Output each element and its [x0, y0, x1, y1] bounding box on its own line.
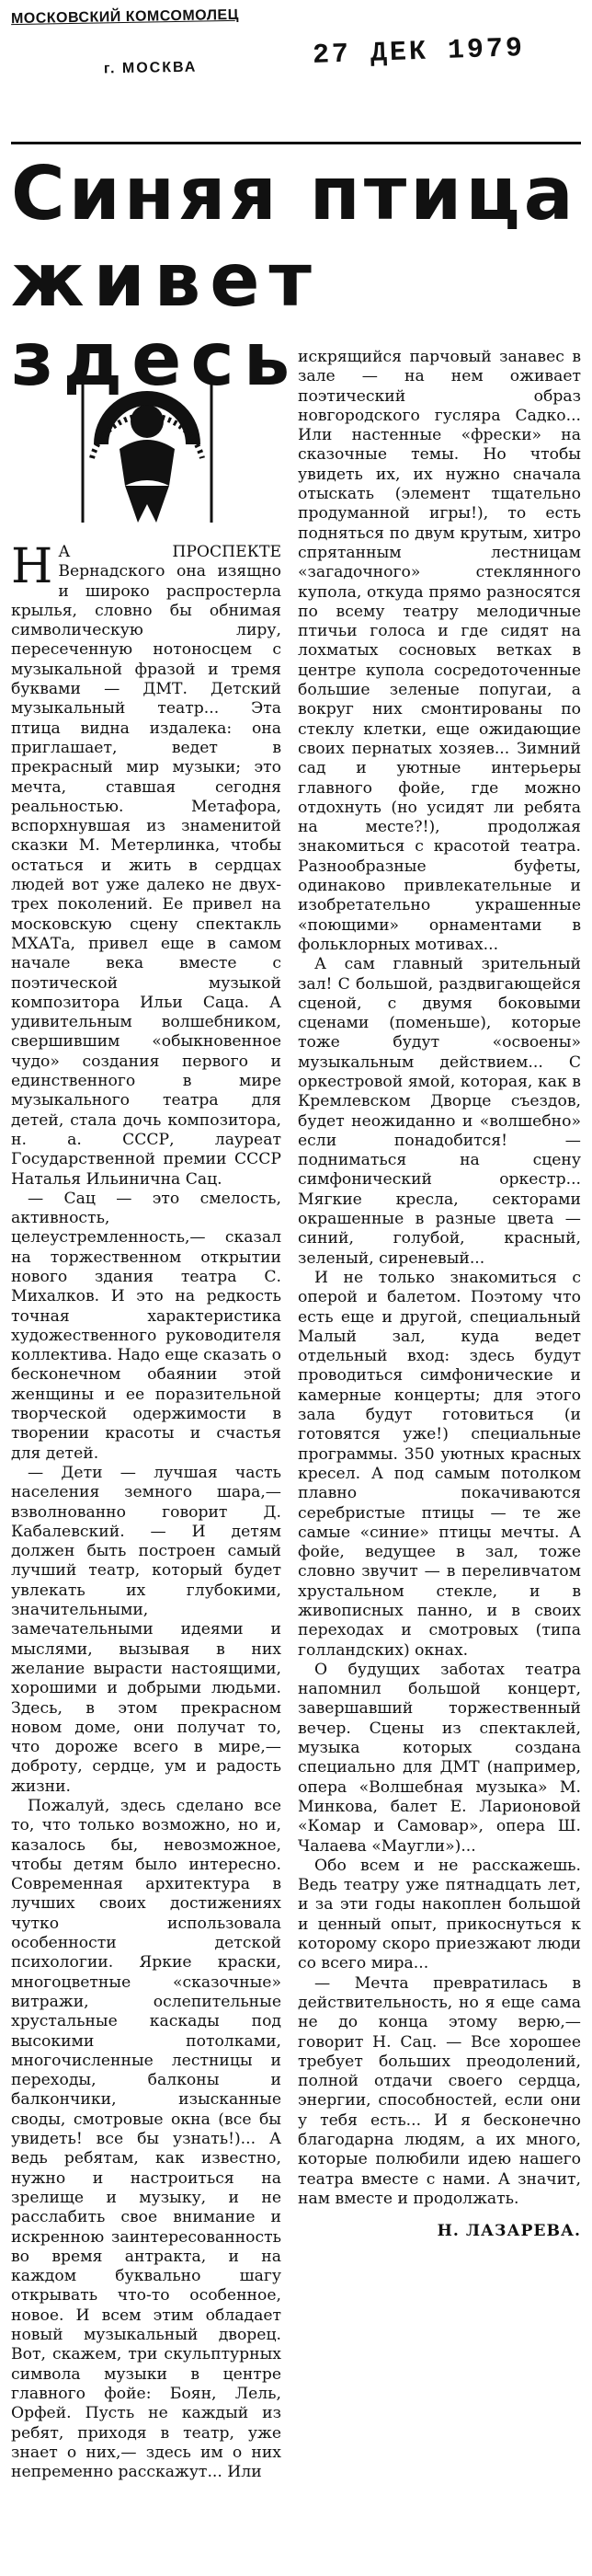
iyc-1979-child-emblem-icon — [74, 357, 221, 536]
author-signature: Н. ЛАЗАРЕВА. — [437, 2222, 581, 2241]
newspaper-name: МОСКОВСКИЙ КОМСОМОЛЕЦ — [10, 6, 239, 28]
headline-line-2: живет здесь — [11, 237, 321, 402]
date-stamp: 27 ДЕК 1979 — [312, 32, 526, 73]
paragraph: искрящийся парчовый занавес в зале — на нем оживает поэтический образ новгородского гусляра Садко... Или настенные «фрески» на сказочные темы. Но чтобы увидеть их, их нужно сначала отыскать (элемент тщательно продуманной игры!), то есть подняться по двум крутым, хитро спрятанным лестницам «загадочного» стеклянного купола, откуда прямо разносятся по всему театру мелодичные птичьи голоса и где сидят на лохматых сосновых ветках в центре купола сосредоточенные большие зеленые попугаи, а вокруг них смонтированы по стеклу клетки, еще ожидающие своих пернатых хозяев... Зимний сад и уютные интерьеры главного фойе, где можно отдохнуть (но усидят ли ребята на месте?!), продолжая знакомиться с красотой театра. Разнообразные буфеты, одинаково привлекательные и изобретательно украшенные «поющими» орнаментами в фольклорных мотивах... — [298, 348, 581, 954]
top-rule — [11, 142, 581, 144]
paragraph: — Сац — это смелость, активность, целеустремленность,— сказал на торжественном открытии нового здания театра С. Михалков. И это на редкость точная характеристика художественного руководителя коллектива. Надо еще сказать о бесконечном обаянии этой женщины и ее поразительной творческой одержимости в творении красоты и счастья для детей. — [11, 1189, 281, 1463]
article-column-2 — [298, 348, 581, 2242]
article-column-1 — [11, 539, 281, 2482]
paragraph: Пожалуй, здесь сделано все то, что только возможно, но и, казалось бы, невозможное, чтобы детям было интересно. Современная архитектура в лучших своих достижениях чутко использовала особенности детской психологии. Яркие краски, многоцветные «сказочные» витражи, ослепительные хрустальные каскады под высокими потолками, многочисленные лестницы и переходы, балконы и балкончики, изысканные своды, смотровые окна (все бы увидеть! все бы узнать!)... А ведь ребятам, как известно, нужно и настроиться на зрелище и музыку, и не расслабить свое внимание и искренною заинтересованность во время антракта, и на каждом буквально шагу открывать что-то особенное, новое. И всем этим обладает новый музыкальный дворец. Вот, скажем, три скульптурных символа музыки в центре главного фойе: Боян, Лель, Орфей. Пусть не каждый из ребят, приходя в театр, уже знает о них,— здесь им о них непременно расскажут... Или — [11, 1797, 281, 2482]
paragraph: Обо всем и не расскажешь. Ведь театру уже пятнадцать лет, и за эти годы накоплен большой и ценный опыт, прикоснуться к которому скоро приезжают люди со всего мира... — [298, 1856, 581, 1973]
paragraph: — Мечта превратилась в действительность, но я еще сама не до конца этому верю,— говорит Н. Сац. — Все хорошее требует больших преодолений, полной отдачи своего сердца, энергии, способностей, если они у тебя есть... И я бесконечно благодарна людям, а их много, которые полюбили идею нашего театра вместе с нами. А значит, нам вместе и продолжать. — [298, 1973, 581, 2208]
paragraph: А сам главный зрительный зал! С большой, раздвигающейся сценой, с двумя боковыми сценами (поменьше), которые тоже будут «освоены» музыкальным действием... С оркестровой ямой, которая, как в Кремлевском Дворце съездов, будет неожиданно и «волшебно» если понадобится! — подниматься на сцену симфонический оркестр... Мягкие кресла, секторами окрашенные в разные цвета — синий, голубой, красный, зеленый, сиреневый... — [298, 955, 581, 1268]
lead-paragraph: Н А ПРОСПЕКТЕ Вернадского она изящно и широко распростерла крылья, словно бы обнимая символическую лиру, пересеченную нотоносцем с музыкальной фразой и тремя буквами — ДМТ. Детский музыкальный театр... Эта птица видна издалека: она приглашает, ведет в прекрасный мир музыки; это мечта, ставшая сегодня реальностью. Метафора, вспорхнувшая из знаменитой сказки М. Метерлинка, чтобы остаться и жить в сердцах людей вот уже далеко не двух-трех поколений. Ее привел на московскую сцену спектакль МХАТа, привел еще в самом начале века вместе с поэтической музыкой композитора Ильи Саца. А удивительным волшебником, свершившим «обыкновенное чудо» создания первого и единственного в мире музыкального театра для детей, стала дочь композитора, н. а. СССР, лауреат Государственной премии СССР Наталья Ильинична Сац. — [11, 539, 281, 1189]
paragraph: О будущих заботах театра напомнил большой концерт, завершавший торжественный вечер. Сцены из спектаклей, музыка которых создана специально для ДМТ (например, опера «Волшебная музыка» М. Минкова, балет Е. Ларионовой «Комар и Самовар», опера Ш. Чалаева «Маугли»)... — [298, 1660, 581, 1856]
headline-line-1: Синяя птица — [11, 151, 577, 236]
paragraph: И не только знакомиться с оперой и балетом. Поэтому что есть еще и другой, специальный Малый зал, куда ведет отдельный вход: здесь будут проводиться симфонические и камерные концерты; для этого зала будут готовиться (и готовятся уже!) специальные программы. 350 уютных красных кресел. А под самым потолком плавно покачиваются серебристые птицы — те же самые «синие» птицы мечты. А фойе, ведущее в зал, тоже словно звучит — в переливчатом хрустальном стекле, и в живописных панно, и в своих переходах и смотровых (типа голландских) окнах. — [298, 1268, 581, 1660]
newspaper-stamp — [10, 6, 239, 77]
drop-cap: Н — [11, 539, 53, 594]
paragraph: — Дети — лучшая часть населения земного шара,— взволнованно говорит Д. Кабалевский. — И детям должен быть построен самый лучший театр, который будет увлекать их глубокими, значительными, замечательными идеями и мыслями, вызывая в них желание вырасти настоящими, хорошими и добрыми людьми. Здесь, в этом прекрасном новом доме, они получат то, что дороже всего в мире,— доброту, сердце, ум и радость жизни. — [11, 1463, 281, 1796]
stamp-city: г. МОСКВА — [103, 59, 198, 77]
